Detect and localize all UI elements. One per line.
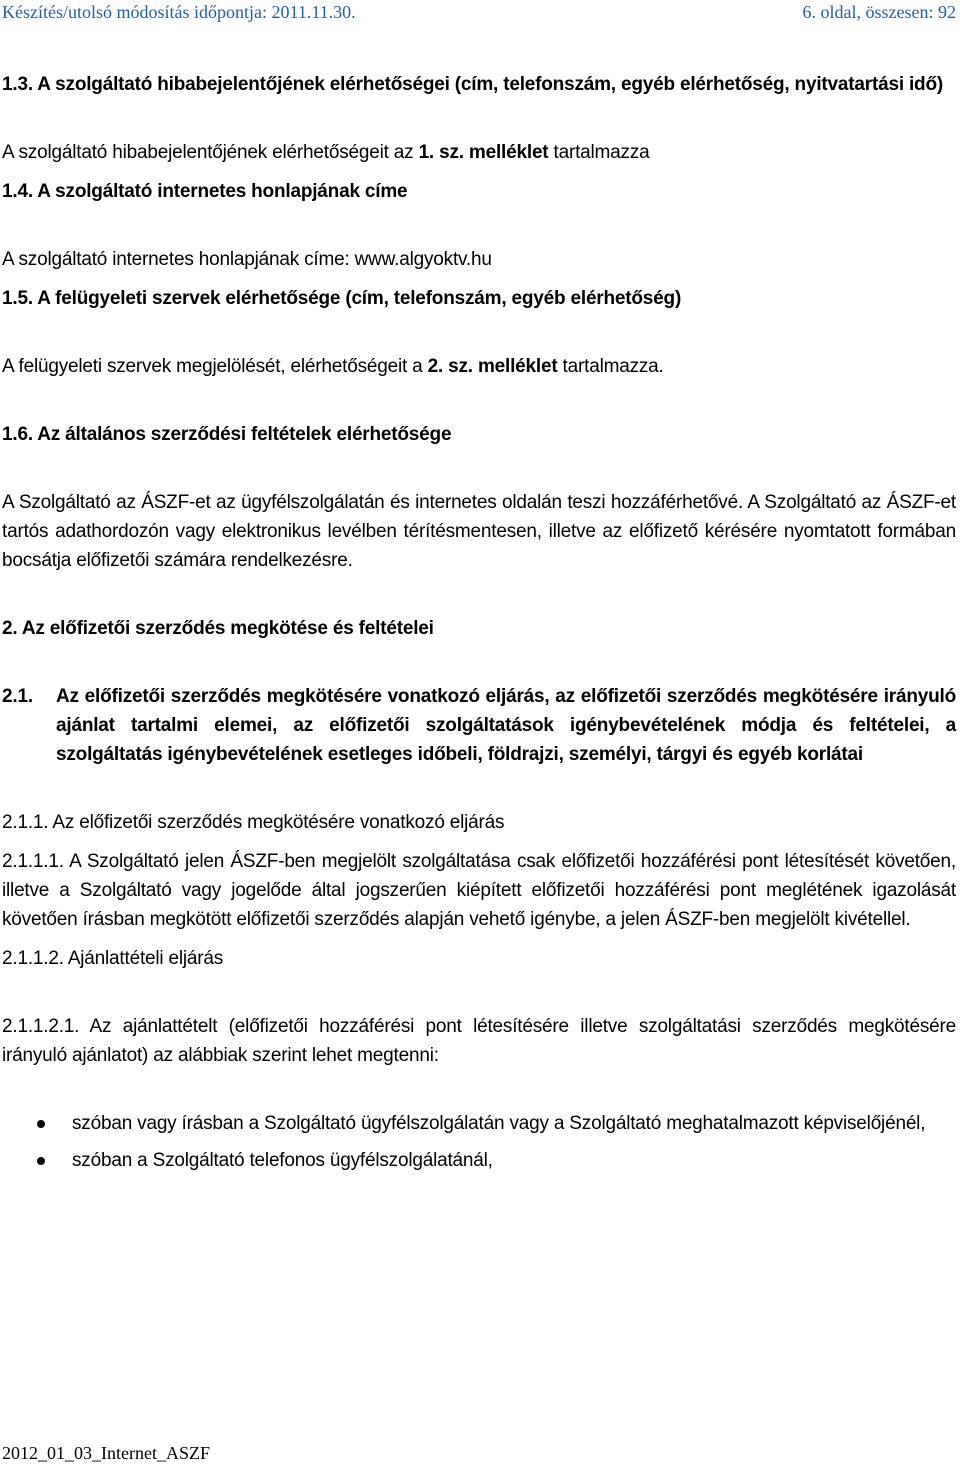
section-1-5-text-a: A felügyeleti szervek megjelölését, elérhetőségeit a bbox=[2, 356, 428, 377]
section-1-3-heading: 1.3. A szolgáltató hibabejelentőjének elérhetőségei (cím, telefonszám, egyéb elérhetőség, nyitvatartási idő) bbox=[2, 74, 943, 95]
page-header bbox=[2, 2, 960, 24]
offer-methods-list bbox=[2, 1109, 956, 1175]
section-2-1-1-1-body: 2.1.1.1. A Szolgáltató jelen ÁSZF-ben megjelölt szolgáltatása csak előfizetői hozzáférési pont létesítését követően, illetve a Szolgáltató vagy jogelőde által jogszerűen kiépített előfizetői hozzáférési pont meglétének igazolását követően írásban megkötött előfizetői szerződés alapján vehető igénybe, a jelen ÁSZF-ben megjelölt kivétellel. bbox=[2, 851, 956, 930]
section-1-6-heading: 1.6. Az általános szerződési feltételek elérhetősége bbox=[2, 424, 452, 445]
list-item bbox=[2, 1109, 956, 1138]
section-2-1-number: 2.1. bbox=[2, 686, 33, 707]
list-item bbox=[2, 1146, 956, 1175]
bullet-icon bbox=[37, 1120, 45, 1128]
list-item-text: szóban vagy írásban a Szolgáltató ügyfélszolgálatán vagy a Szolgáltató meghatalmazott képviselőjénél, bbox=[72, 1113, 926, 1134]
list-item-text: szóban a Szolgáltató telefonos ügyfélszolgálatánál, bbox=[72, 1150, 493, 1171]
header-page-number: 6. oldal, összesen: 92 bbox=[802, 2, 956, 22]
section-2-1-1-2-heading: 2.1.1.2. Ajánlattételi eljárás bbox=[2, 948, 224, 969]
section-1-5-text-c: tartalmazza. bbox=[557, 356, 664, 377]
section-1-5-body bbox=[2, 352, 956, 381]
section-1-5-heading: 1.5. A felügyeleti szervek elérhetősége (cím, telefonszám, egyéb elérhetőség) bbox=[2, 288, 682, 309]
section-1-3-text-c: tartalmazza bbox=[548, 142, 650, 163]
document-body bbox=[2, 70, 956, 1175]
section-1-6-body: A Szolgáltató az ÁSZF-et az ügyfélszolgálatán és internetes oldalán teszi hozzáférhetővé. A Szolgáltató az ÁSZF-et tartós adathordozón vagy elektronikus levélben térítésmentesen, illetve az előfizető kérésére nyomtatott formában bocsátja előfizetői számára rendelkezésre. bbox=[2, 492, 956, 571]
section-2-1-1-2-1-body: 2.1.1.2.1. Az ajánlattételt (előfizetői hozzáférési pont létesítésére illetve szolgáltatási szerződés megkötésére irányuló ajánlatot) az alábbiak szerint lehet megtenni: bbox=[2, 1016, 956, 1066]
section-2-1-heading: Az előfizetői szerződés megkötésére vonatkozó eljárás, az előfizetői szerződés megkötésére irányuló ajánlat tartalmi elemei, az előfizetői szolgáltatások igénybevételének módja és feltételei, a szolgáltatás igénybevételének esetleges időbeli, földrajzi, személyi, tárgyi és egyéb korlátai bbox=[56, 686, 956, 765]
section-1-3-body bbox=[2, 138, 956, 167]
annex-2-reference: 2. sz. melléklet bbox=[427, 356, 558, 377]
section-1-3-text-a: A szolgáltató hibabejelentőjének elérhetőségeit az bbox=[2, 142, 419, 163]
section-2-1 bbox=[2, 682, 956, 769]
section-1-4-body: A szolgáltató internetes honlapjának címe: www.algyoktv.hu bbox=[2, 249, 492, 270]
section-1-4-heading: 1.4. A szolgáltató internetes honlapjának címe bbox=[2, 181, 408, 202]
section-2-1-1-heading: 2.1.1. Az előfizetői szerződés megkötésére vonatkozó eljárás bbox=[2, 812, 505, 833]
bullet-icon bbox=[37, 1157, 45, 1165]
annex-1-reference: 1. sz. melléklet bbox=[418, 142, 549, 163]
section-2-heading: 2. Az előfizetői szerződés megkötése és feltételei bbox=[2, 618, 434, 639]
page-footer: 2012_01_03_Internet_ASZF bbox=[2, 1443, 210, 1463]
header-modified-date: Készítés/utolsó módosítás időpontja: 2011.11.30. bbox=[2, 2, 356, 22]
